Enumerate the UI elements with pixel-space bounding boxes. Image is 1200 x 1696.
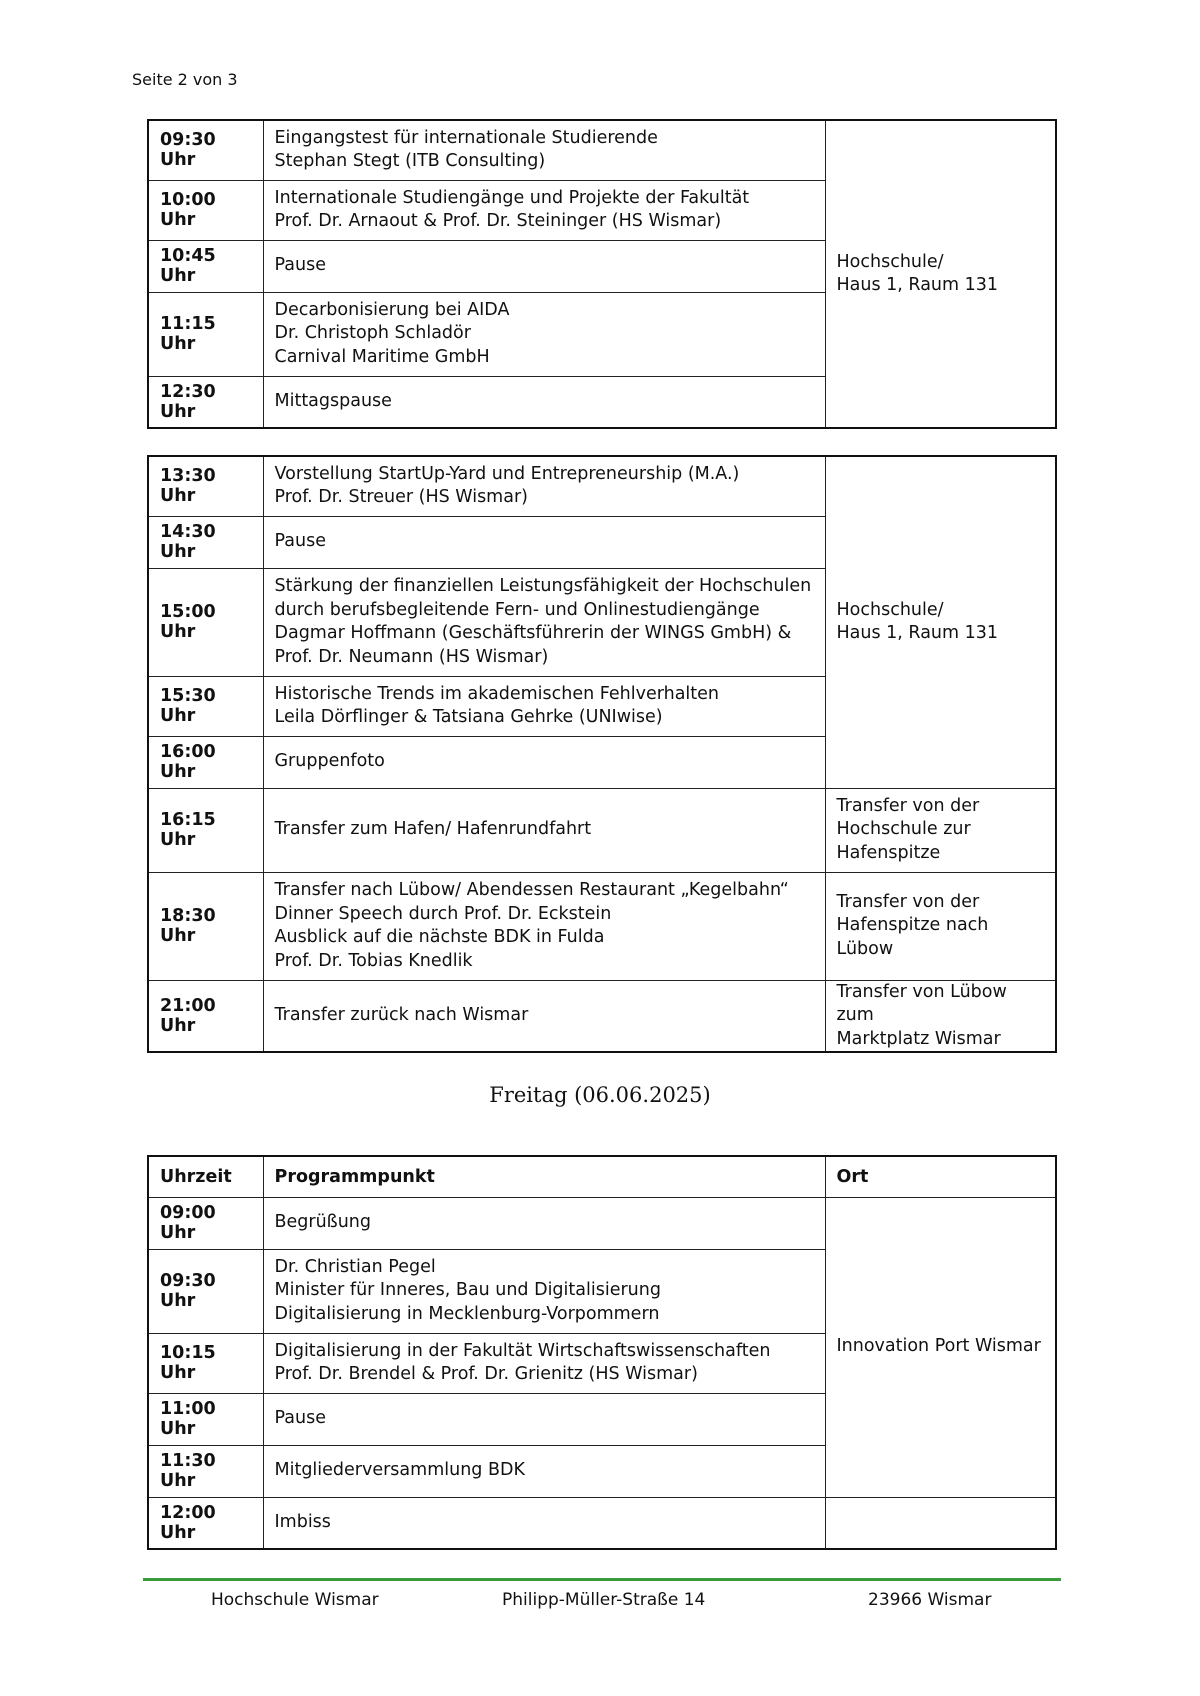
program-cell: Digitalisierung in der Fakultät Wirtschaftswissenschaften Prof. Dr. Brendel & Prof. Dr. Grienitz (HS Wismar) xyxy=(263,1333,825,1393)
location-cell: Innovation Port Wismar xyxy=(825,1197,1056,1497)
time-cell: 18:30 Uhr xyxy=(148,872,263,980)
program-cell: Dr. Christian Pegel Minister für Inneres, Bau und Digitalisierung Digitalisierung in Mecklenburg-Vorpommern xyxy=(263,1249,825,1333)
footer-city: 23966 Wismar xyxy=(868,1590,992,1610)
program-cell: Mittagspause xyxy=(263,376,825,428)
header-program: Programmpunkt xyxy=(263,1156,825,1197)
time-cell: 09:30 Uhr xyxy=(148,120,263,180)
table-row xyxy=(148,872,1056,980)
table-row xyxy=(148,1197,1056,1249)
page-number: Seite 2 von 3 xyxy=(132,70,238,89)
location-cell: Hochschule/ Haus 1, Raum 131 xyxy=(825,456,1056,788)
schedule-table-afternoon xyxy=(147,455,1057,1053)
time-cell: 12:00 Uhr xyxy=(148,1497,263,1549)
program-cell: Decarbonisierung bei AIDA Dr. Christoph Schladör Carnival Maritime GmbH xyxy=(263,292,825,376)
program-cell: Transfer nach Lübow/ Abendessen Restaurant „Kegelbahn“ Dinner Speech durch Prof. Dr. Eckstein Ausblick auf die nächste BDK in Fulda Prof. Dr. Tobias Knedlik xyxy=(263,872,825,980)
program-cell: Pause xyxy=(263,1393,825,1445)
table-row xyxy=(148,788,1056,872)
time-cell: 15:30 Uhr xyxy=(148,676,263,736)
time-cell: 12:30 Uhr xyxy=(148,376,263,428)
schedule-table-friday xyxy=(147,1155,1057,1550)
location-cell: Transfer von Lübow zum Marktplatz Wismar xyxy=(825,980,1056,1052)
time-cell: 09:00 Uhr xyxy=(148,1197,263,1249)
program-cell: Pause xyxy=(263,516,825,568)
location-cell xyxy=(825,1497,1056,1549)
time-cell: 14:30 Uhr xyxy=(148,516,263,568)
footer-street: Philipp-Müller-Straße 14 xyxy=(502,1590,706,1610)
location-cell: Transfer von der Hochschule zur Hafenspitze xyxy=(825,788,1056,872)
program-cell: Vorstellung StartUp-Yard und Entrepreneurship (M.A.) Prof. Dr. Streuer (HS Wismar) xyxy=(263,456,825,516)
footer-institution: Hochschule Wismar xyxy=(211,1590,379,1610)
program-cell: Stärkung der finanziellen Leistungsfähigkeit der Hochschulen durch berufsbegleitende Fern- und Onlinestudiengänge Dagmar Hoffmann (Geschäftsführerin der WINGS GmbH) & Prof. Dr. Neumann (HS Wismar) xyxy=(263,568,825,676)
location-cell: Hochschule/ Haus 1, Raum 131 xyxy=(825,120,1056,428)
header-time: Uhrzeit xyxy=(148,1156,263,1197)
program-cell: Mitgliederversammlung BDK xyxy=(263,1445,825,1497)
program-cell: Begrüßung xyxy=(263,1197,825,1249)
schedule-table-morning xyxy=(147,119,1057,429)
location-cell: Transfer von der Hafenspitze nach Lübow xyxy=(825,872,1056,980)
time-cell: 10:15 Uhr xyxy=(148,1333,263,1393)
program-cell: Transfer zurück nach Wismar xyxy=(263,980,825,1052)
time-cell: 15:00 Uhr xyxy=(148,568,263,676)
program-cell: Imbiss xyxy=(263,1497,825,1549)
footer-divider xyxy=(143,1578,1061,1581)
program-cell: Transfer zum Hafen/ Hafenrundfahrt xyxy=(263,788,825,872)
day-heading: Freitag (06.06.2025) xyxy=(489,1083,711,1107)
program-cell: Gruppenfoto xyxy=(263,736,825,788)
time-cell: 16:15 Uhr xyxy=(148,788,263,872)
time-cell: 21:00 Uhr xyxy=(148,980,263,1052)
program-cell: Eingangstest für internationale Studierende Stephan Stegt (ITB Consulting) xyxy=(263,120,825,180)
table-row xyxy=(148,1497,1056,1549)
program-cell: Historische Trends im akademischen Fehlverhalten Leila Dörflinger & Tatsiana Gehrke (UNIwise) xyxy=(263,676,825,736)
time-cell: 11:30 Uhr xyxy=(148,1445,263,1497)
table-row xyxy=(148,120,1056,180)
time-cell: 16:00 Uhr xyxy=(148,736,263,788)
time-cell: 10:45 Uhr xyxy=(148,240,263,292)
time-cell: 11:15 Uhr xyxy=(148,292,263,376)
time-cell: 10:00 Uhr xyxy=(148,180,263,240)
table-row xyxy=(148,980,1056,1052)
program-cell: Pause xyxy=(263,240,825,292)
time-cell: 11:00 Uhr xyxy=(148,1393,263,1445)
time-cell: 13:30 Uhr xyxy=(148,456,263,516)
program-cell: Internationale Studiengänge und Projekte der Fakultät Prof. Dr. Arnaout & Prof. Dr. Steininger (HS Wismar) xyxy=(263,180,825,240)
table-row xyxy=(148,456,1056,516)
time-cell: 09:30 Uhr xyxy=(148,1249,263,1333)
table-header-row xyxy=(148,1156,1056,1197)
header-location: Ort xyxy=(825,1156,1056,1197)
